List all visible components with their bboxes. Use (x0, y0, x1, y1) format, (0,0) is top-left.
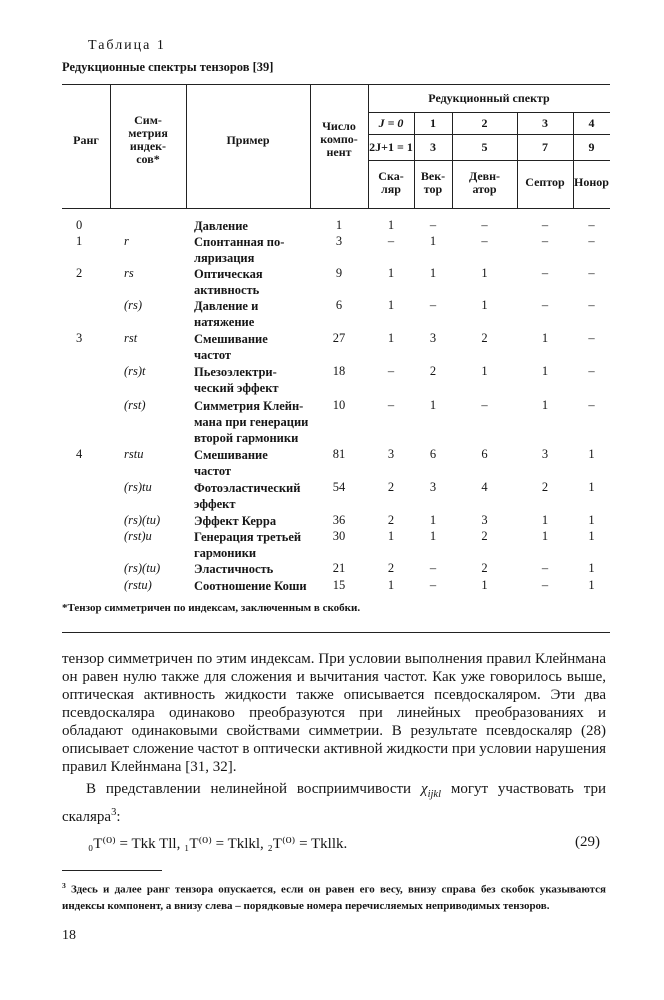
row-symmetry: (rs) (124, 298, 143, 312)
row-spectrum-value: 2 (429, 364, 437, 378)
header-j-label: J = 0 (378, 116, 404, 130)
row-spectrum-value: 2 (387, 561, 395, 575)
row-spectrum-value: 3 (541, 447, 549, 461)
row-spectrum-value: – (481, 218, 488, 232)
row-spectrum-value: – (541, 578, 549, 592)
paragraph-2 (62, 780, 606, 826)
row-spectrum-value: 2 (481, 331, 488, 345)
row-example: Давление (194, 219, 248, 233)
row-spectrum-value: 1 (387, 529, 395, 543)
row-spectrum-value: 1 (429, 398, 437, 412)
row-spectrum-value: 1 (429, 266, 437, 280)
row-spectrum-value: 1 (588, 480, 595, 494)
row-example: Фотоэластический эффект (194, 481, 301, 511)
header-name-deviator: Девн- атор (468, 169, 501, 196)
row-components: 10 (332, 398, 346, 412)
header-dim-value: 9 (588, 140, 595, 154)
table-footnote: *Тензор симметричен по индексам, заключенным в скобки. (62, 602, 361, 614)
table-caption: Таблица 1 (88, 38, 166, 53)
row-spectrum-value: – (481, 234, 488, 248)
row-symmetry: rstu (124, 447, 144, 461)
row-example: Генерация третьей гармоники (194, 530, 302, 560)
row-components: 6 (335, 298, 343, 312)
row-spectrum-value: 2 (481, 561, 488, 575)
header-rank: Ранг (73, 133, 99, 147)
row-spectrum-value: 1 (429, 529, 437, 543)
row-spectrum-value: 1 (588, 578, 595, 592)
equation-number: (29) (575, 834, 600, 850)
paragraph-1: тензор симметричен по этим индексам. При условии выполнения правил Клейнмана он равен нулю также для сложения и вычитания частот. Как уже говорилось выше, оптическая активность жидкости также описывается псевдоскаляром. Эти два псевдоскаляра одинаково преобразуются при линейных преобразованиях и обладают одинаковыми свойствами симметрии. В результате псевдоскаляр (28) описывает сложение частот в оптически активной жидкости при условии нарушения правил Клейнмана [31, 32]. (62, 651, 606, 775)
footnote-3-text: Здесь и далее ранг тензора опускается, если он равен его весу, внизу справа без скобок указываются индексы компонент, а внизу слева – порядковые номера перечисляемых неприводимых тензоров. (62, 883, 607, 912)
header-dim-label: 2J+1 = 1 (369, 140, 413, 154)
row-spectrum-value: – (387, 234, 395, 248)
row-components: 30 (332, 529, 346, 543)
row-spectrum-value: 1 (541, 364, 549, 378)
row-spectrum-value: – (588, 398, 595, 412)
header-name-vector: Век- тор (420, 169, 446, 196)
footnote-3 (62, 878, 606, 914)
row-components: 81 (332, 447, 346, 461)
row-spectrum-value: 1 (387, 266, 395, 280)
row-spectrum-value: 1 (429, 513, 437, 527)
row-spectrum-value: 1 (541, 331, 549, 345)
row-symmetry: (rs)tu (124, 480, 152, 494)
row-components: 15 (332, 578, 346, 592)
row-spectrum-value: 1 (588, 447, 595, 461)
row-spectrum-value: 1 (387, 578, 395, 592)
row-spectrum-value: 3 (429, 480, 437, 494)
row-spectrum-value: 2 (541, 480, 549, 494)
row-components: 9 (335, 266, 343, 280)
row-spectrum-value: 1 (387, 298, 395, 312)
row-symmetry: (rs)t (124, 364, 146, 378)
row-rank: 0 (76, 218, 83, 232)
row-spectrum-value: – (429, 561, 437, 575)
row-spectrum-value: 3 (429, 331, 437, 345)
paragraph-2-colon: : (116, 809, 121, 825)
header-components: Число компо- нент (320, 119, 358, 159)
row-spectrum-value: – (541, 298, 549, 312)
row-spectrum-value: – (541, 266, 549, 280)
header-name-scalar: Ска- ляр (378, 169, 404, 196)
row-components: 27 (332, 331, 346, 345)
row-symmetry: (rstu) (124, 578, 152, 592)
header-j-value: 1 (430, 116, 436, 130)
header-j-value: 2 (481, 116, 488, 130)
header-example: Пример (226, 133, 270, 147)
footnote-ref: 3 (111, 807, 117, 818)
row-spectrum-value: – (541, 561, 549, 575)
row-spectrum-value: 3 (481, 513, 488, 527)
row-symmetry: (rst)u (124, 529, 152, 543)
row-spectrum-value: – (588, 218, 595, 232)
header-dim-value: 3 (430, 140, 436, 154)
equation-29: ₀T⁽⁰⁾ = Tkk Tll, ₁T⁽⁰⁾ = Tklkl, ₂T⁽⁰⁾ = Tkllk. (88, 836, 348, 852)
header-j-value: 4 (588, 116, 595, 130)
row-rank: 4 (76, 447, 83, 461)
row-spectrum-value: 1 (588, 513, 595, 527)
row-spectrum-value: 1 (481, 266, 488, 280)
row-spectrum-value: 4 (481, 480, 488, 494)
row-spectrum-value: 1 (387, 331, 395, 345)
row-components: 3 (335, 234, 343, 248)
row-spectrum-value: 1 (588, 561, 595, 575)
row-spectrum-value: 1 (541, 529, 549, 543)
row-example: Оптическая активность (194, 267, 263, 297)
row-spectrum-value: 1 (541, 513, 549, 527)
row-spectrum-value: – (541, 218, 549, 232)
row-spectrum-value: – (387, 364, 395, 378)
row-spectrum-value: – (429, 218, 437, 232)
header-dim-value: 5 (481, 140, 488, 154)
row-symmetry: (rs)(tu) (124, 561, 161, 575)
row-spectrum-value: 6 (481, 447, 488, 461)
row-spectrum-value: 1 (588, 529, 595, 543)
row-spectrum-value: – (541, 234, 549, 248)
row-components: 54 (332, 480, 346, 494)
header-name-nonor: Нонор (574, 175, 609, 189)
row-components: 36 (332, 513, 346, 527)
chi-subscript: ijkl (427, 789, 441, 800)
row-spectrum-value: 1 (481, 578, 488, 592)
row-example: Спонтанная по- ляризация (194, 235, 285, 265)
header-symmetry: Сим- метрия индек- сов* (128, 113, 168, 166)
table-header-rule (62, 208, 610, 209)
row-example: Смешивание частот (194, 332, 268, 362)
paragraph-2-start: В представлении нелинейной восприимчивости (86, 781, 412, 797)
row-spectrum-value: 2 (387, 480, 395, 494)
row-symmetry: rs (124, 266, 134, 280)
row-spectrum-value: 3 (387, 447, 395, 461)
row-rank: 1 (76, 234, 83, 248)
footnote-rule (62, 870, 162, 871)
row-example: Эластичность (194, 562, 274, 576)
page-number: 18 (62, 928, 76, 943)
row-spectrum-value: 6 (429, 447, 437, 461)
header-name-septor: Септор (525, 175, 565, 189)
row-rank: 2 (76, 266, 83, 280)
row-example: Смешивание частот (194, 448, 268, 478)
row-example: Давление и натяжение (194, 299, 259, 329)
header-spectrum: Редукционный спектр (428, 91, 550, 105)
row-spectrum-value: – (588, 331, 595, 345)
row-spectrum-value: – (588, 234, 595, 248)
header-j-value: 3 (542, 116, 548, 130)
paragraph-2-end: могут участвовать три скаляра (62, 781, 607, 825)
row-components: 18 (332, 364, 346, 378)
row-components: 1 (335, 218, 343, 232)
row-spectrum-value: 2 (481, 529, 488, 543)
row-spectrum-value: 1 (541, 398, 549, 412)
row-example: Соотношение Коши (194, 579, 307, 593)
row-example: Эффект Керра (194, 514, 277, 528)
row-symmetry: (rs)(tu) (124, 513, 161, 527)
row-spectrum-value: – (387, 398, 395, 412)
row-components: 21 (332, 561, 346, 575)
row-symmetry: rst (124, 331, 138, 345)
footnote-3-mark: 3 (62, 881, 66, 890)
row-spectrum-value: – (429, 578, 437, 592)
header-dim-value: 7 (542, 140, 548, 154)
row-spectrum-value: – (588, 266, 595, 280)
row-spectrum-value: 1 (481, 298, 488, 312)
row-spectrum-value: 1 (429, 234, 437, 248)
table-title: Редукционные спектры тензоров [39] (62, 60, 274, 74)
row-symmetry: r (124, 234, 129, 248)
row-spectrum-value: 1 (387, 218, 395, 232)
table-top-rule (62, 84, 610, 85)
row-spectrum-value: 2 (387, 513, 395, 527)
row-spectrum-value: – (481, 398, 488, 412)
row-symmetry: (rst) (124, 398, 146, 412)
row-spectrum-value: – (588, 298, 595, 312)
row-rank: 3 (76, 331, 83, 345)
table-bottom-rule (62, 632, 610, 633)
row-example: Пьезоэлектри- ческий эффект (194, 365, 279, 395)
chi-symbol: χ (420, 781, 428, 797)
row-spectrum-value: – (588, 364, 595, 378)
row-example: Симметрия Клейн- мана при генерации второй гармоники (194, 399, 309, 445)
row-spectrum-value: – (429, 298, 437, 312)
row-spectrum-value: 1 (481, 364, 488, 378)
body-text (62, 650, 606, 826)
